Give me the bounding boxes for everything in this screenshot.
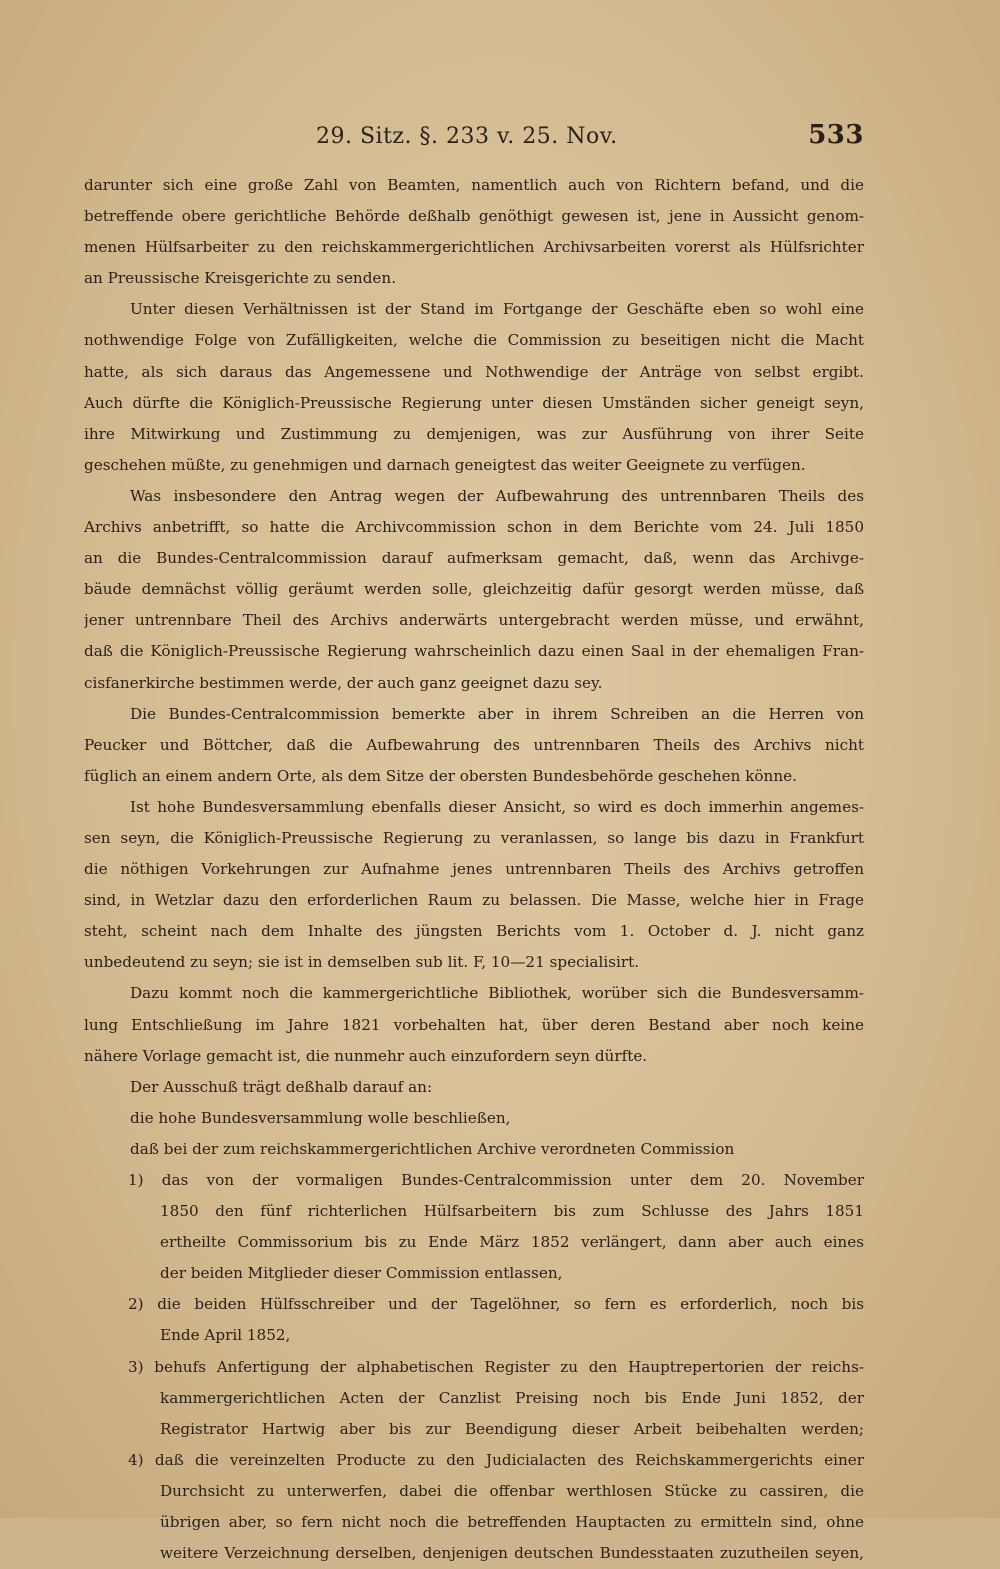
text-line: sen seyn, die Königlich-Preussische Regierung zu veranlassen, so lange bis dazu in Frankfurt — [84, 828, 864, 847]
list-item-line: der beiden Mitglieder dieser Commission entlassen, — [160, 1264, 563, 1283]
list-item-line: 1850 den fünf richterlichen Hülfsarbeitern bis zum Schlusse des Jahrs 1851 — [160, 1202, 864, 1221]
list-item-line: Ende April 1852, — [160, 1326, 291, 1345]
list-item-line: weitere Verzeichnung derselben, denjenigen deutschen Bundesstaaten zuzutheilen seyen, — [160, 1544, 864, 1563]
text-line: die nöthigen Vorkehrungen zur Aufnahme jenes untrennbaren Theils des Archivs getroffen — [84, 860, 864, 879]
text-line: nähere Vorlage gemacht ist, die nunmehr auch einzufordern seyn dürfte. — [84, 1046, 648, 1065]
page-header — [84, 120, 864, 156]
text-line: an die Bundes-Centralcommission darauf aufmerksam gemacht, daß, wenn das Archivge- — [84, 549, 864, 568]
text-line: Unter diesen Verhältnissen ist der Stand im Fortgange der Geschäfte eben so wohl eine — [130, 300, 864, 319]
text-line: unbedeutend zu seyn; sie ist in demselben sub lit. F, 10—21 specialisirt. — [84, 953, 640, 972]
text-line: daß die Königlich-Preussische Regierung wahrscheinlich dazu einen Saal in der ehemaligen Fran- — [84, 642, 864, 661]
text-line: Auch dürfte die Königlich-Preussische Regierung unter diesen Umständen sicher geneigt seyn, — [84, 393, 864, 412]
text-line: ihre Mitwirkung und Zustimmung zu demjenigen, was zur Ausführung von ihrer Seite — [84, 424, 864, 443]
text-line: die hohe Bundesversammlung wolle beschließen, — [130, 1108, 511, 1127]
text-line: Der Ausschuß trägt deßhalb darauf an: — [130, 1077, 433, 1096]
text-line: cisfanerkirche bestimmen werde, der auch ganz geeignet dazu sey. — [84, 673, 603, 692]
list-item-line: übrigen aber, so fern nicht noch die betreffenden Hauptacten zu ermitteln sind, ohne — [160, 1513, 864, 1532]
text-line: jener untrennbare Theil des Archivs anderwärts untergebracht werden müsse, und erwähnt, — [84, 611, 864, 630]
text-line: menen Hülfsarbeiter zu den reichskammergerichtlichen Archivsarbeiten vorerst als Hülfsrichter — [84, 238, 864, 257]
text-line: daß bei der zum reichskammergerichtlichen Archive verordneten Commission — [130, 1139, 735, 1158]
text-line: Ist hohe Bundesversammlung ebenfalls dieser Ansicht, so wird es doch immerhin angemes- — [130, 797, 864, 816]
text-line: darunter sich eine große Zahl von Beamten, namentlich auch von Richtern befand, und die — [84, 176, 864, 194]
text-line: Peucker und Böttcher, daß die Aufbewahrung des untrennbaren Theils des Archivs nicht — [84, 735, 864, 754]
text-line: Die Bundes-Centralcommission bemerkte aber in ihrem Schreiben an die Herren von — [130, 704, 864, 723]
list-item-line: Registrator Hartwig aber bis zur Beendigung dieser Arbeit beibehalten werden; — [160, 1419, 864, 1438]
body-text — [84, 170, 864, 1569]
text-line: an Preussische Kreisgerichte zu senden. — [84, 269, 397, 288]
text-line: Archivs anbetrifft, so hatte die Archivcommission schon in dem Berichte vom 24. Juli 1850 — [84, 518, 864, 537]
text-line: Was insbesondere den Antrag wegen der Aufbewahrung des untrennbaren Theils des — [130, 486, 864, 505]
list-item-line: 3) behufs Anfertigung der alphabetischen Register zu den Hauptrepertorien der reichs- — [128, 1357, 864, 1376]
text-line: geschehen müßte, zu genehmigen und darnach geneigtest das weiter Geeignete zu verfügen. — [84, 455, 806, 474]
text-line: füglich an einem andern Orte, als dem Sitze der obersten Bundesbehörde geschehen könne. — [84, 766, 797, 785]
list-item-line: kammergerichtlichen Acten der Canzlist Preising noch bis Ende Juni 1852, der — [160, 1388, 864, 1407]
running-head: 29. Sitz. §. 233 v. 25. Nov. — [316, 124, 618, 149]
text-line: nothwendige Folge von Zufälligkeiten, welche die Commission zu beseitigen nicht die Macht — [84, 331, 864, 350]
text-line: Dazu kommt noch die kammergerichtliche Bibliothek, worüber sich die Bundesversamm- — [130, 984, 864, 1003]
list-item-line: 4) daß die vereinzelten Producte zu den Judicialacten des Reichskammergerichts einer — [128, 1450, 864, 1469]
text-line: hatte, als sich daraus das Angemessene und Nothwendige der Anträge von selbst ergibt. — [84, 362, 864, 381]
page-number: 533 — [808, 120, 864, 150]
list-item-line: Durchsicht zu unterwerfen, dabei die offenbar werthlosen Stücke zu cassiren, die — [160, 1481, 864, 1500]
text-line: lung Entschließung im Jahre 1821 vorbehalten hat, über deren Bestand aber noch keine — [84, 1015, 864, 1034]
text-line: betreffende obere gerichtliche Behörde deßhalb genöthigt gewesen ist, jene in Aussicht genom- — [84, 207, 864, 226]
text-line: sind, in Wetzlar dazu den erforderlichen Raum zu belassen. Die Masse, welche hier in Frage — [84, 891, 864, 910]
text-line: bäude demnächst völlig geräumt werden solle, gleichzeitig dafür gesorgt werden müsse, daß — [84, 580, 864, 599]
list-item-line: 2) die beiden Hülfsschreiber und der Tagelöhner, so fern es erforderlich, noch bis — [128, 1295, 864, 1314]
list-item-line: 1) das von der vormaligen Bundes-Centralcommission unter dem 20. November — [128, 1171, 864, 1189]
list-item-line: ertheilte Commissorium bis zu Ende März 1852 verlängert, dann aber auch eines — [160, 1233, 864, 1252]
text-line: steht, scheint nach dem Inhalte des jüngsten Berichts vom 1. October d. J. nicht ganz — [84, 922, 864, 941]
